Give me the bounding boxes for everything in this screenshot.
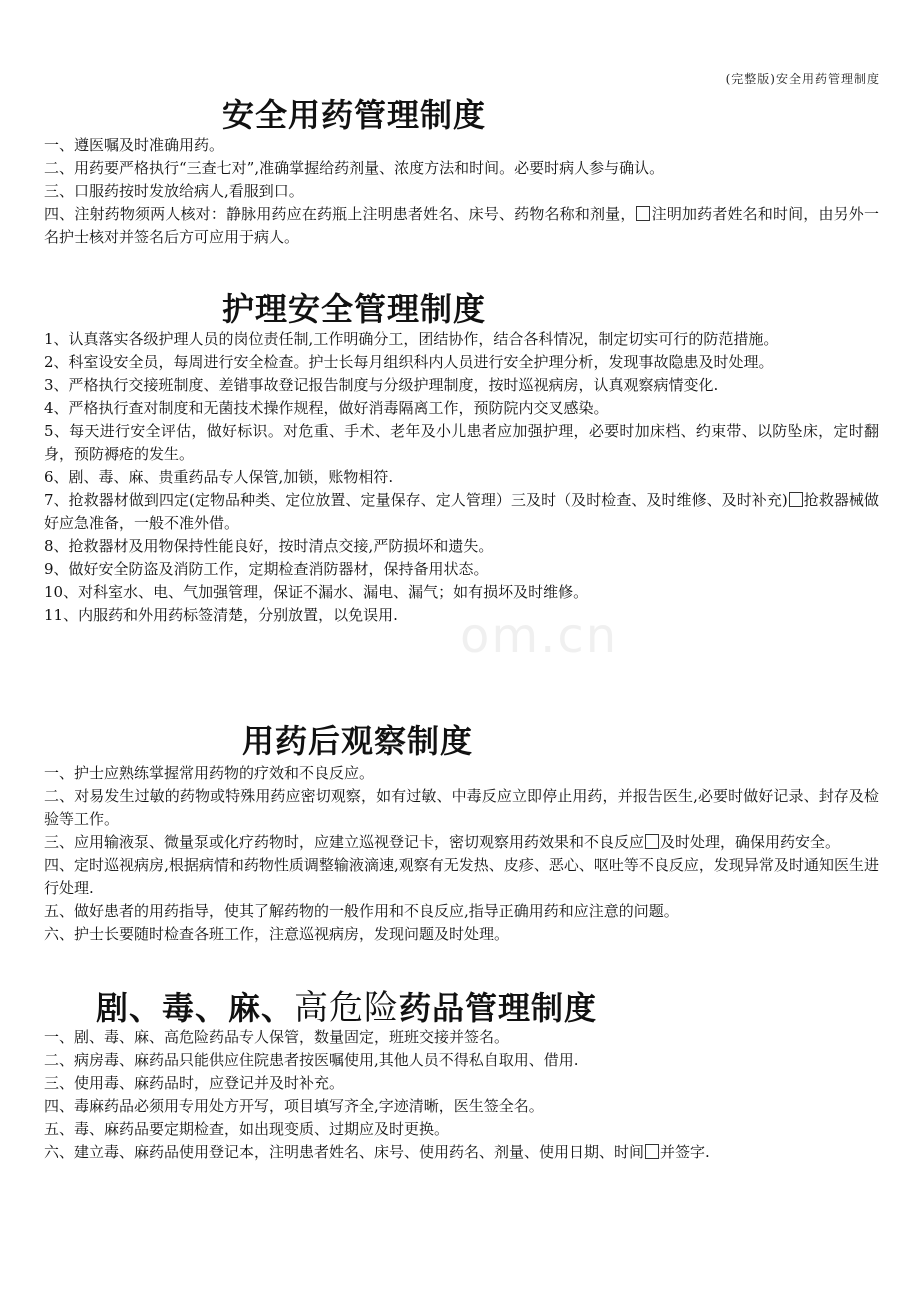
section-title-safe-medication: 安全用药管理制度 xyxy=(222,96,487,134)
placeholder-box xyxy=(789,492,803,507)
watermark: om.cn xyxy=(460,608,619,664)
rule-item: 三、使用毒、麻药品时，应登记并及时补充。 xyxy=(44,1074,345,1092)
rule-item: 五、毒、麻药品要定期检查，如出现变质、过期应及时更换。 xyxy=(44,1120,450,1138)
section-title-nursing-safety: 护理安全管理制度 xyxy=(222,290,487,328)
rule-item: 11、内服药和外用药标签清楚，分别放置，以免误用. xyxy=(44,606,398,624)
running-header: (完整版)安全用药管理制度 xyxy=(725,72,880,86)
rule-item: 8、抢救器材及用物保持性能良好，按时清点交接,严防损坏和遗失。 xyxy=(44,537,494,555)
section-safe-medication xyxy=(44,134,879,249)
rule-item: 三、口服药按时发放给病人,看服到口。 xyxy=(44,182,304,200)
rule-item: 二、对易发生过敏的药物或特殊用药应密切观察，如有过敏、中毒反应立即停止用药，并报告医生,必要时做好记录、封存及检验等工作。 xyxy=(44,787,879,828)
placeholder-box xyxy=(645,1144,659,1159)
placeholder-box xyxy=(645,834,659,849)
rule-item: 四、定时巡视病房,根据病情和药物性质调整输液滴速,观察有无发热、皮疹、恶心、呕吐等不良反应，发现异常及时通知医生进行处理. xyxy=(44,856,879,897)
rule-item: 一、剧、毒、麻、高危险药品专人保管，数量固定，班班交接并签名。 xyxy=(44,1028,510,1046)
section-post-medication-observation xyxy=(44,762,879,946)
rule-item: 10、对科室水、电、气加强管理，保证不漏水、漏电、漏气；如有损坏及时维修。 xyxy=(44,583,589,601)
rule-item: 9、做好安全防盗及消防工作，定期检查消防器材，保持备用状态。 xyxy=(44,560,489,578)
placeholder-box xyxy=(636,206,650,221)
section-title-controlled-drugs: 剧、毒、麻、高危险药品管理制度 xyxy=(96,988,598,1028)
rule-item: 7、抢救器材做到四定(定物品种类、定位放置、定量保存、定人管理）三及时（及时检查、及时维修、及时补充) 抢救器械做好应急准备，一般不准外借。 xyxy=(44,491,879,532)
rule-item: 4、严格执行查对制度和无菌技术操作规程，做好消毒隔离工作，预防院内交叉感染。 xyxy=(44,399,609,417)
rule-item: 二、用药要严格执行“三查七对”,准确掌握给药剂量、浓度方法和时间。必要时病人参与确认。 xyxy=(44,159,665,177)
rule-item: 1、认真落实各级护理人员的岗位责任制,工作明确分工，团结协作，结合各科情况，制定切实可行的防范措施。 xyxy=(44,330,779,348)
rule-item: 五、做好患者的用药指导，使其了解药物的一般作用和不良反应,指导正确用药和应注意的问题。 xyxy=(44,902,679,920)
section-nursing-safety xyxy=(44,328,879,627)
rule-item: 四、注射药物须两人核对：静脉用药应在药瓶上注明患者姓名、床号、药物名称和剂量， 注明加药者姓名和时间，由另外一名护士核对并签名后方可应用于病人。 xyxy=(44,205,879,246)
rule-item: 一、遵医嘱及时准确用药。 xyxy=(44,136,225,154)
rule-item: 三、应用输液泵、微量泵或化疗药物时，应建立巡视登记卡，密切观察用药效果和不良反应 及时处理，确保用药安全。 xyxy=(44,833,841,851)
rule-item: 二、病房毒、麻药品只能供应住院患者按医嘱使用,其他人员不得私自取用、借用. xyxy=(44,1051,579,1069)
rule-item: 5、每天进行安全评估，做好标识。对危重、手术、老年及小儿患者应加强护理，必要时加床档、约束带、以防坠床，定时翻身，预防褥疮的发生。 xyxy=(44,422,879,463)
rule-item: 六、护士长要随时检查各班工作，注意巡视病房，发现问题及时处理。 xyxy=(44,925,510,943)
rule-item: 3、严格执行交接班制度、差错事故登记报告制度与分级护理制度，按时巡视病房，认真观察病情变化. xyxy=(44,376,719,394)
rule-item: 2、科室设安全员，每周进行安全检查。护士长每月组织科内人员进行安全护理分析，发现事故隐患及时处理。 xyxy=(44,353,774,371)
rule-item: 六、建立毒、麻药品使用登记本，注明患者姓名、床号、使用药名、剂量、使用日期、时间 并签字. xyxy=(44,1143,710,1161)
section-controlled-drugs xyxy=(44,1026,879,1164)
section-title-post-medication-observation: 用药后观察制度 xyxy=(242,722,474,760)
rule-item: 6、剧、毒、麻、贵重药品专人保管,加锁，账物相符. xyxy=(44,468,394,486)
rule-item: 四、毒麻药品必须用专用处方开写，项目填写齐全,字迹清晰，医生签全名。 xyxy=(44,1097,544,1115)
rule-item: 一、护士应熟练掌握常用药物的疗效和不良反应。 xyxy=(44,764,375,782)
